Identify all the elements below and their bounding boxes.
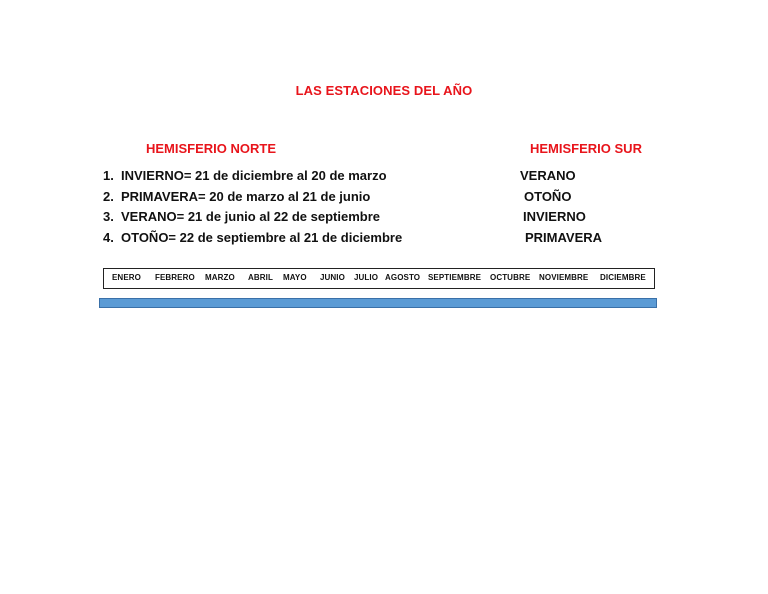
north-season-list — [103, 168, 402, 250]
month-label: ENERO — [112, 273, 141, 282]
north-season-text: VERANO= 21 de junio al 22 de septiembre — [121, 209, 381, 224]
north-season-text: INVIERNO= 21 de diciembre al 20 de marzo — [121, 168, 387, 183]
month-label: MAYO — [283, 273, 307, 282]
north-season-text: PRIMAVERA= 20 de marzo al 21 de junio — [121, 188, 371, 204]
month-label: ABRIL — [248, 273, 273, 282]
south-season-item: INVIERNO — [523, 209, 586, 224]
north-season-item — [103, 209, 402, 230]
list-number: 1. — [103, 168, 114, 183]
north-season-item — [103, 230, 402, 251]
month-label: NOVIEMBRE — [539, 273, 589, 282]
month-label: DICIEMBRE — [600, 273, 646, 282]
south-season-item: PRIMAVERA — [525, 229, 603, 245]
heading-hemisferio-norte: HEMISFERIO NORTE — [146, 141, 277, 156]
north-season-text: OTOÑO= 22 de septiembre al 21 de diciembre — [121, 229, 403, 245]
month-label: MARZO — [205, 273, 235, 282]
month-label: FEBRERO — [155, 273, 195, 282]
months-timeline-box — [103, 268, 655, 289]
north-season-item — [103, 168, 402, 189]
list-number: 3. — [103, 209, 114, 224]
south-season-item: VERANO — [520, 168, 576, 183]
list-number: 2. — [103, 188, 114, 204]
page-title: LAS ESTACIONES DEL AÑO — [295, 83, 473, 98]
month-label: JULIO — [354, 273, 379, 282]
heading-hemisferio-sur: HEMISFERIO SUR — [530, 141, 642, 156]
month-label: AGOSTO — [385, 273, 421, 282]
month-label: SEPTIEMBRE — [428, 273, 482, 282]
north-season-item — [103, 189, 402, 210]
list-number: 4. — [103, 229, 114, 245]
south-season-item: OTOÑO — [524, 188, 572, 204]
month-label: JUNIO — [320, 273, 345, 282]
month-label: OCTUBRE — [490, 273, 531, 282]
blue-timeline-bar — [99, 298, 657, 308]
